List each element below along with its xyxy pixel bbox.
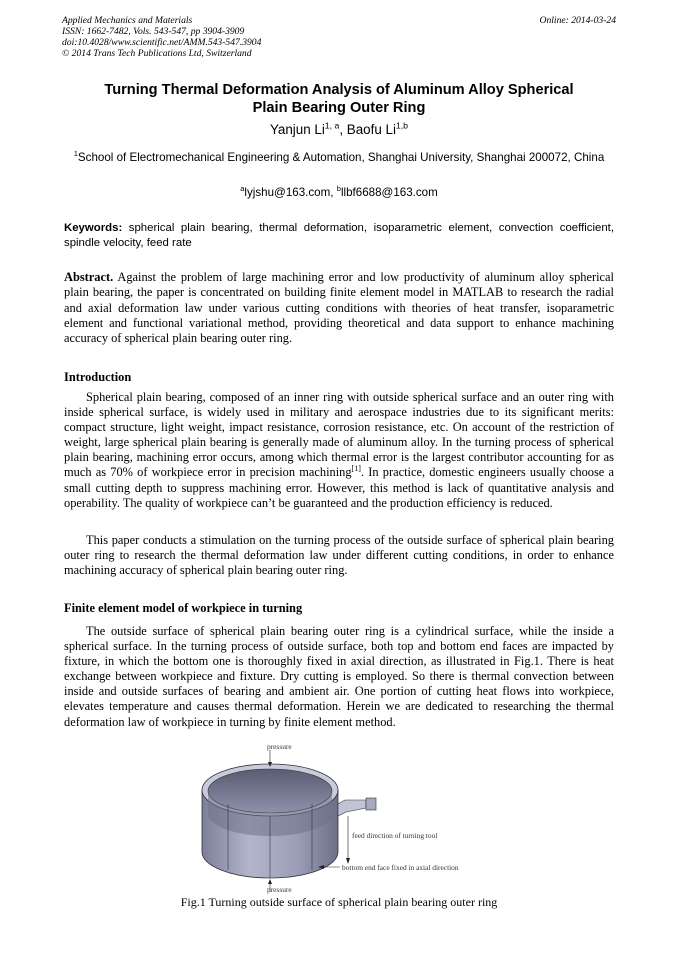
author-emails bbox=[62, 185, 616, 200]
keywords-label: Keywords: bbox=[64, 222, 123, 234]
email-a: lyjshu@163.com, bbox=[244, 186, 337, 199]
author-2-name: Baofu Li bbox=[346, 122, 396, 137]
section-heading-introduction: Introduction bbox=[64, 370, 132, 384]
running-header bbox=[62, 15, 616, 59]
title-line-1: Turning Thermal Deformation Analysis of Aluminum Alloy Spherical bbox=[104, 82, 574, 98]
abstract-label: Abstract. bbox=[64, 270, 114, 284]
intro-p1-text-b: . In practice, domestic engineers usually choose a small cutting depth to suppress machining error. However, this method is lack of quantitative analysis and operability. The quality of workpiece can’t be guaranteed and the production efficiency is reduced. bbox=[64, 465, 614, 510]
section-heading-fem: Finite element model of workpiece in turning bbox=[64, 601, 303, 615]
fem-paragraph-1: The outside surface of spherical plain bearing outer ring is a cylindrical surface, while the inside a spherical surface. In the turning process of outside surface, both top and bottom end faces are impacted by fixture, in which the bottom one is thoroughly fixed in axial direction, as illustrated in Fig.1. There is heat exchange between workpiece and fixture. Dry cutting is employed. So there is thermal convection between inside and outside surfaces of bearing and ambient air. One portion of cutting heat flows into workpiece, elevates temperature and causes thermal deformation. Herein we are dedicated to researching the thermal deformation law of workpiece in turning by finite element method. bbox=[64, 624, 614, 729]
copyright-line: © 2014 Trans Tech Publications Ltd, Switzerland bbox=[62, 48, 252, 59]
author-2-affil-mark: 1,b bbox=[395, 120, 409, 131]
journal-name: Applied Mechanics and Materials bbox=[62, 15, 193, 26]
author-1-affil-mark: 1, a bbox=[324, 120, 340, 131]
label-pressure-bottom: pressure bbox=[267, 885, 292, 894]
figure-caption: Fig.1 Turning outside surface of spherical plain bearing outer ring bbox=[180, 895, 498, 909]
paper-title bbox=[62, 81, 616, 117]
abstract-text: Against the problem of large machining error and low productivity of aluminum alloy spherical plain bearing, the paper is concentrated on building finite element model in MATLAB to research the radial and axial deformation law under various cutting conditions with theories of heat transfer, isoparametric element and functional variational method, providing theoretical and data support to enhance machining accuracy of spherical plain bearing outer ring. bbox=[64, 270, 614, 346]
intro-paragraph-2: This paper conducts a stimulation on the turning process of the outside surface of spherical plain bearing outer ring to research the thermal deformation law under different cutting conditions, in order to enhance machining accuracy of spherical plain bearing outer ring. bbox=[64, 533, 614, 578]
figure-bearing-ring bbox=[180, 742, 490, 894]
label-feed-direction: feed direction of turning tool bbox=[352, 831, 438, 840]
intro-p1-text-a: Spherical plain bearing, composed of an inner ring with outside spherical surface and an outer ring with inside spherical surface, is widely used in military and aerospace industries due to its significant merits: compact structure, light weight, impact resistance, corrosion resistance, etc. On account of the restriction of weight, large spherical plain bearing is generally made of aluminum alloy. In the turning process of spherical plain bearing, machining error occurs, among which thermal error is the largest contributor accounting for as much as 70% of workpiece error in precision machining bbox=[64, 390, 614, 480]
intro-paragraph-1 bbox=[64, 390, 614, 511]
keywords bbox=[64, 221, 614, 251]
author-list bbox=[62, 122, 616, 138]
author-1-name: Yanjun Li bbox=[269, 122, 325, 137]
author-separator: , bbox=[339, 122, 347, 137]
doi-line: doi:10.4028/www.scientific.net/AMM.543-547.3904 bbox=[62, 37, 262, 48]
affiliation-mark: 1 bbox=[73, 149, 78, 159]
label-pressure-top: pressure bbox=[267, 742, 292, 751]
email-b: llbf6688@163.com bbox=[340, 186, 438, 199]
issn-line: ISSN: 1662-7482, Vols. 543-547, pp 3904-3909 bbox=[62, 26, 245, 37]
title-line-2: Plain Bearing Outer Ring bbox=[252, 100, 426, 116]
abstract bbox=[64, 270, 614, 346]
online-date: Online: 2014-03-24 bbox=[539, 15, 616, 26]
citation-ref: [1] bbox=[351, 464, 361, 474]
label-bottom-face-fixed: bottom end face fixed in axial direction bbox=[342, 863, 459, 872]
keywords-text: spherical plain bearing, thermal deformation, isoparametric element, convection coefficient, spindle velocity, feed rate bbox=[64, 222, 614, 249]
bearing-ring-drawing bbox=[202, 764, 376, 878]
affiliation bbox=[62, 150, 616, 165]
email-a-mark: a bbox=[240, 184, 245, 194]
affiliation-text: School of Electromechanical Engineering & Automation, Shanghai University, Shanghai 200072, China bbox=[77, 151, 605, 164]
email-b-mark: b bbox=[336, 184, 341, 194]
